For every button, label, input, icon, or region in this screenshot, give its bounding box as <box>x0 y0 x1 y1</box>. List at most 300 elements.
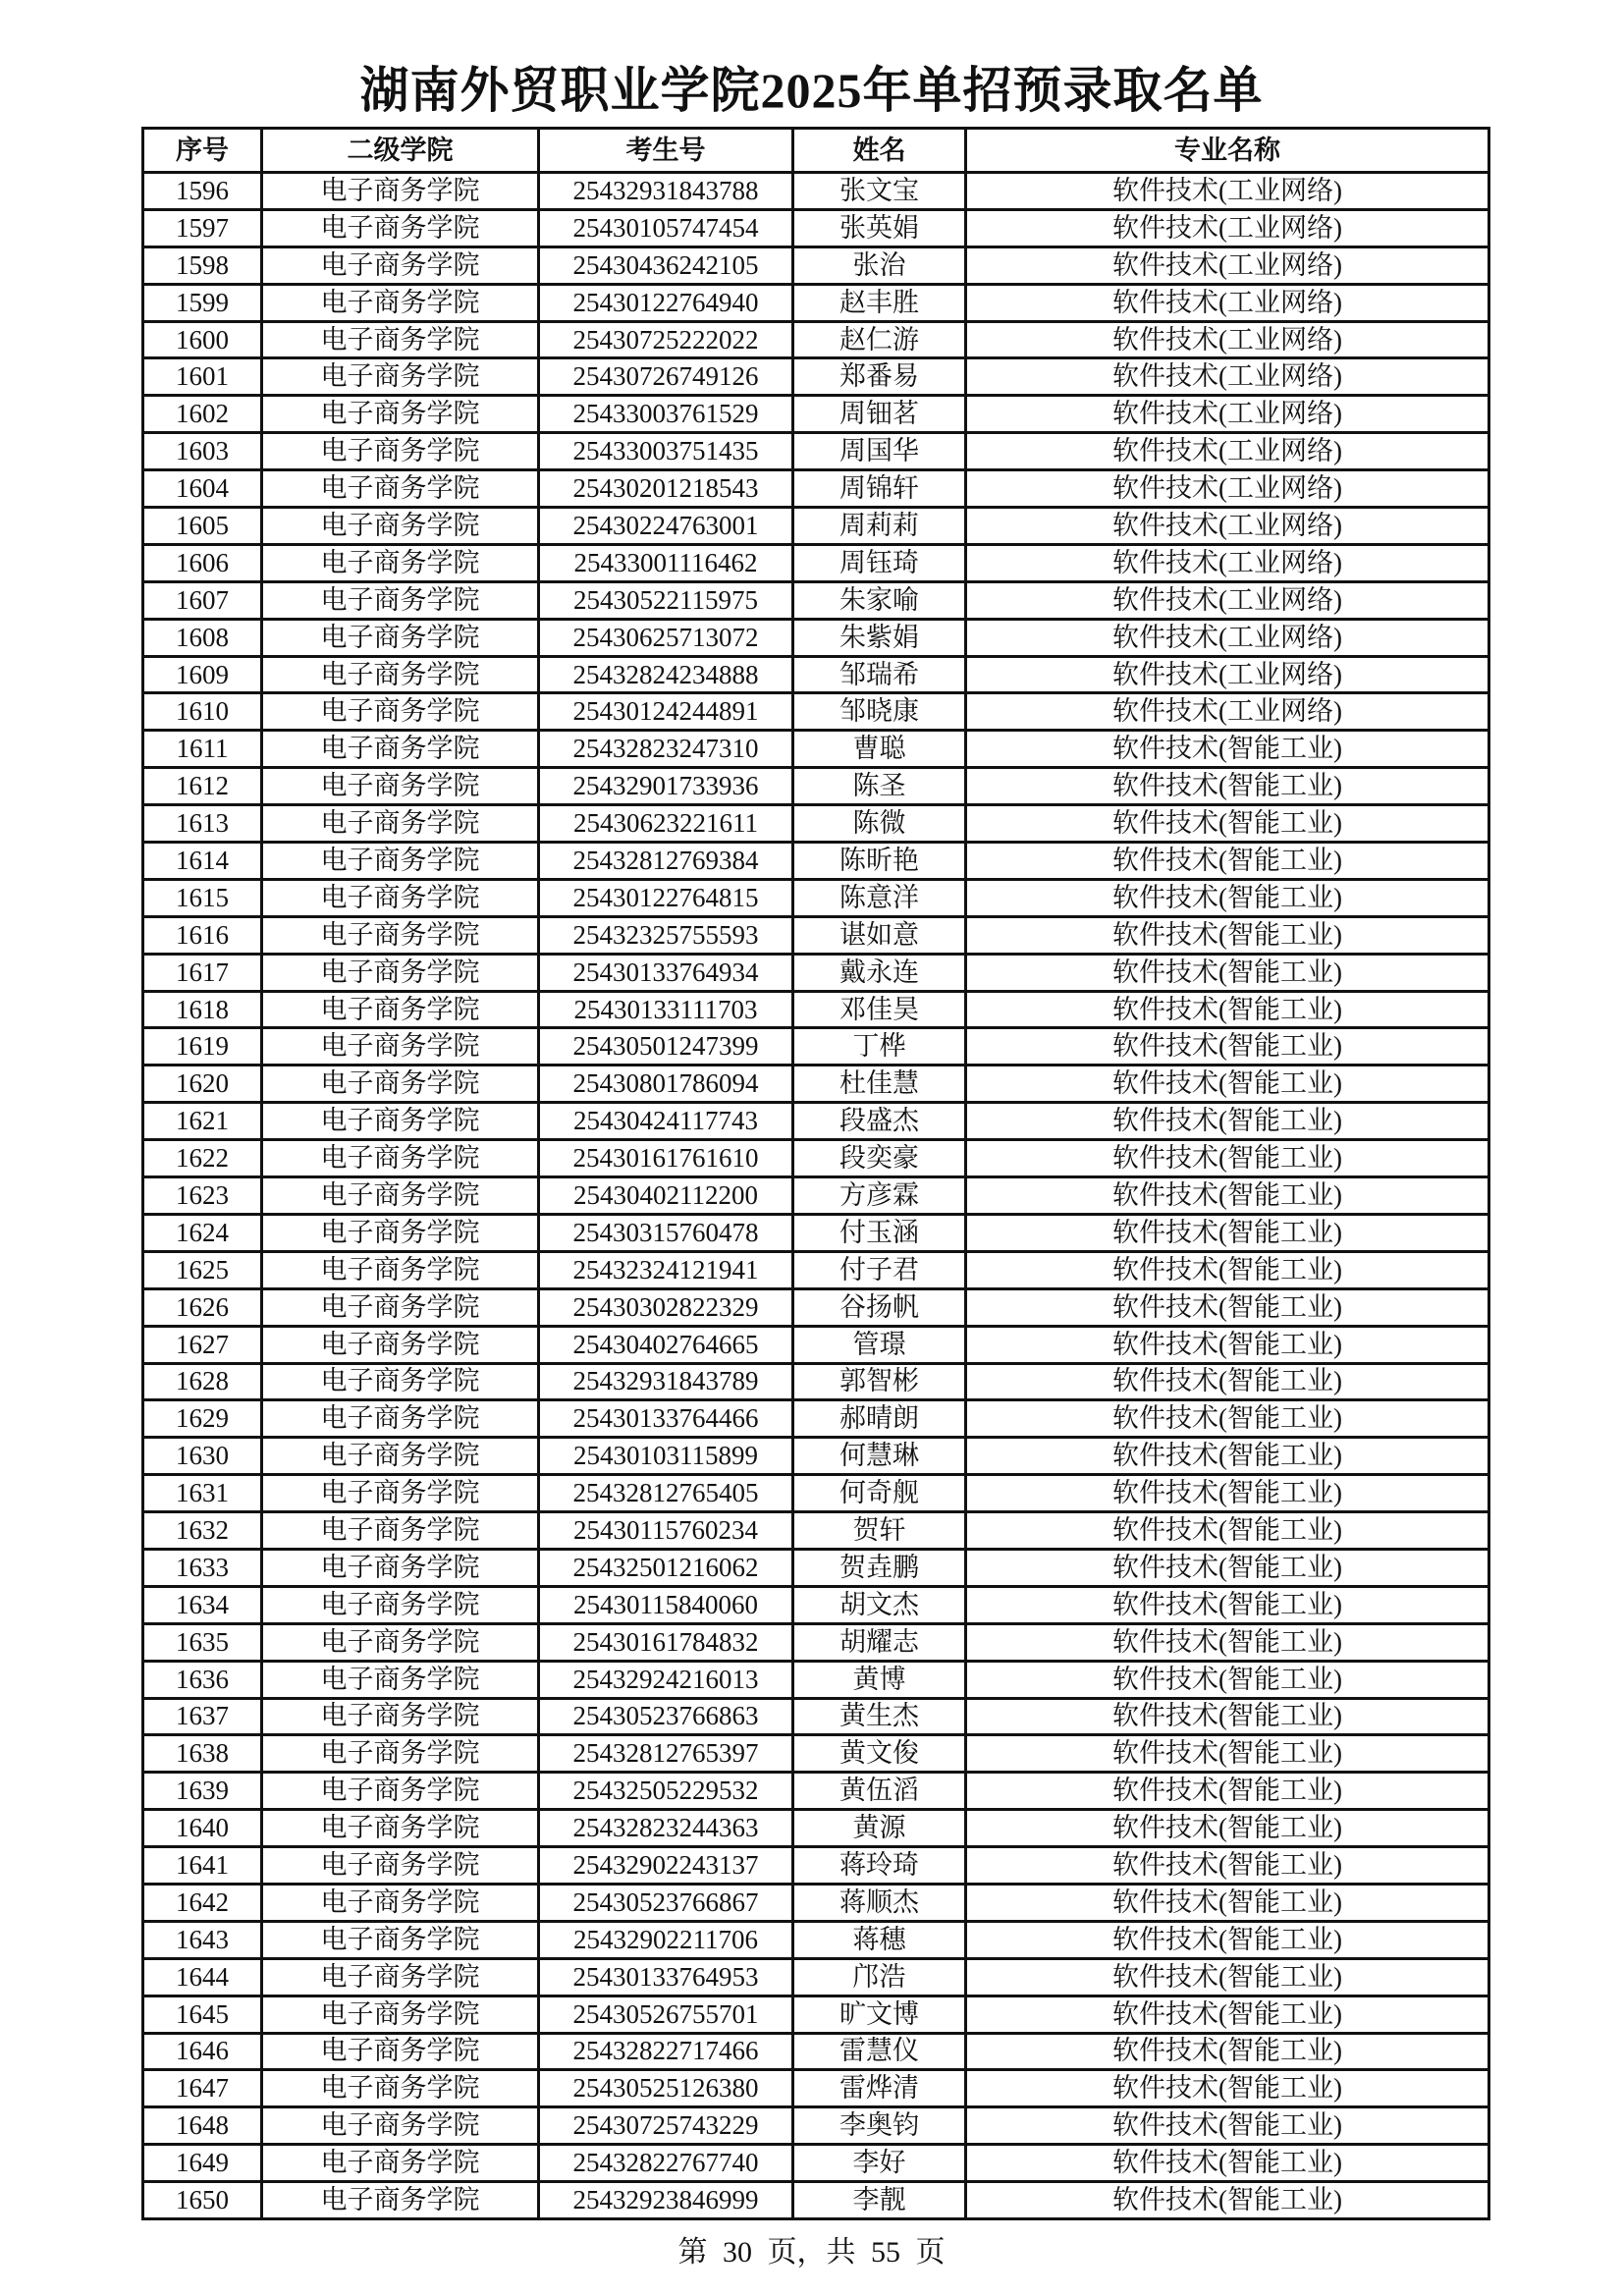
cell-name: 胡文杰 <box>793 1586 966 1623</box>
cell-name: 杜佳慧 <box>793 1066 966 1103</box>
cell-name: 张文宝 <box>793 173 966 210</box>
table-row <box>143 1028 1489 1066</box>
document-title: 湖南外贸职业学院2025年单招预录取名单 <box>359 63 1264 118</box>
cell-major: 软件技术(智能工业) <box>966 1475 1489 1512</box>
table-row <box>143 693 1489 731</box>
table-row <box>143 1251 1489 1288</box>
cell-name: 赵丰胜 <box>793 284 966 321</box>
cell-major: 软件技术(智能工业) <box>966 1810 1489 1847</box>
cell-major: 软件技术(智能工业) <box>966 1549 1489 1586</box>
cell-seq: 1599 <box>143 284 262 321</box>
page-footer: 第 30 页，共 55 页 <box>677 2236 946 2269</box>
cell-exam-id: 25432902243137 <box>539 1847 793 1885</box>
admission-table <box>141 127 1490 2220</box>
table-row <box>143 321 1489 358</box>
cell-college: 电子商务学院 <box>262 1847 539 1885</box>
cell-seq: 1602 <box>143 396 262 433</box>
cell-college: 电子商务学院 <box>262 1326 539 1363</box>
cell-seq: 1641 <box>143 1847 262 1885</box>
table-row <box>143 1661 1489 1698</box>
cell-name: 段盛杰 <box>793 1103 966 1140</box>
cell-name: 黄生杰 <box>793 1698 966 1735</box>
cell-seq: 1638 <box>143 1735 262 1773</box>
cell-name: 管璟 <box>793 1326 966 1363</box>
cell-name: 贺垚鹏 <box>793 1549 966 1586</box>
cell-major: 软件技术(智能工业) <box>966 2107 1489 2145</box>
cell-college: 电子商务学院 <box>262 2145 539 2182</box>
cell-college: 电子商务学院 <box>262 433 539 470</box>
table-row <box>143 1810 1489 1847</box>
table-row <box>143 209 1489 246</box>
cell-major: 软件技术(智能工业) <box>966 879 1489 916</box>
cell-major: 软件技术(智能工业) <box>966 2182 1489 2219</box>
cell-exam-id: 25432931843788 <box>539 173 793 210</box>
cell-college: 电子商务学院 <box>262 1512 539 1550</box>
cell-exam-id: 25432812765397 <box>539 1735 793 1773</box>
cell-college: 电子商务学院 <box>262 1698 539 1735</box>
cell-name: 黄伍滔 <box>793 1773 966 1810</box>
header-exam-id: 考生号 <box>539 129 793 173</box>
cell-major: 软件技术(工业网络) <box>966 508 1489 545</box>
table-row <box>143 954 1489 991</box>
table-row <box>143 1066 1489 1103</box>
cell-name: 旷文博 <box>793 1995 966 2033</box>
cell-college: 电子商务学院 <box>262 656 539 693</box>
cell-exam-id: 25430402112200 <box>539 1177 793 1215</box>
cell-college: 电子商务学院 <box>262 1251 539 1288</box>
table-row <box>143 470 1489 508</box>
table-row <box>143 1400 1489 1438</box>
cell-college: 电子商务学院 <box>262 321 539 358</box>
cell-name: 邹晓康 <box>793 693 966 731</box>
cell-college: 电子商务学院 <box>262 954 539 991</box>
cell-major: 软件技术(智能工业) <box>966 731 1489 768</box>
cell-college: 电子商务学院 <box>262 768 539 805</box>
table-row <box>143 1698 1489 1735</box>
cell-college: 电子商务学院 <box>262 544 539 581</box>
cell-major: 软件技术(智能工业) <box>966 1512 1489 1550</box>
cell-major: 软件技术(工业网络) <box>966 246 1489 284</box>
table-row <box>143 1623 1489 1661</box>
cell-college: 电子商务学院 <box>262 358 539 396</box>
cell-major: 软件技术(工业网络) <box>966 656 1489 693</box>
cell-exam-id: 25430436242105 <box>539 246 793 284</box>
table-row <box>143 1512 1489 1550</box>
cell-major: 软件技术(智能工业) <box>966 1177 1489 1215</box>
cell-seq: 1597 <box>143 209 262 246</box>
table-row <box>143 358 1489 396</box>
cell-seq: 1611 <box>143 731 262 768</box>
cell-college: 电子商务学院 <box>262 1140 539 1177</box>
cell-seq: 1607 <box>143 581 262 619</box>
cell-seq: 1606 <box>143 544 262 581</box>
cell-major: 软件技术(工业网络) <box>966 396 1489 433</box>
cell-seq: 1617 <box>143 954 262 991</box>
cell-college: 电子商务学院 <box>262 508 539 545</box>
cell-exam-id: 25430402764665 <box>539 1326 793 1363</box>
cell-name: 周锦轩 <box>793 470 966 508</box>
header-seq: 序号 <box>143 129 262 173</box>
cell-name: 陈微 <box>793 805 966 843</box>
cell-major: 软件技术(工业网络) <box>966 358 1489 396</box>
cell-name: 周国华 <box>793 433 966 470</box>
cell-name: 黄文俊 <box>793 1735 966 1773</box>
header-major: 专业名称 <box>966 129 1489 173</box>
cell-major: 软件技术(智能工业) <box>966 1661 1489 1698</box>
table-row <box>143 433 1489 470</box>
cell-college: 电子商务学院 <box>262 916 539 954</box>
cell-name: 李奥钧 <box>793 2107 966 2145</box>
cell-seq: 1636 <box>143 1661 262 1698</box>
cell-college: 电子商务学院 <box>262 1288 539 1326</box>
cell-seq: 1639 <box>143 1773 262 1810</box>
cell-major: 软件技术(智能工业) <box>966 1103 1489 1140</box>
cell-college: 电子商务学院 <box>262 246 539 284</box>
cell-exam-id: 25432822717466 <box>539 2033 793 2070</box>
cell-seq: 1632 <box>143 1512 262 1550</box>
cell-name: 丁桦 <box>793 1028 966 1066</box>
cell-major: 软件技术(工业网络) <box>966 284 1489 321</box>
cell-seq: 1619 <box>143 1028 262 1066</box>
cell-major: 软件技术(智能工业) <box>966 1735 1489 1773</box>
cell-college: 电子商务学院 <box>262 470 539 508</box>
cell-college: 电子商务学院 <box>262 2070 539 2107</box>
cell-major: 软件技术(智能工业) <box>966 1884 1489 1921</box>
cell-college: 电子商务学院 <box>262 1623 539 1661</box>
cell-name: 郑番易 <box>793 358 966 396</box>
cell-major: 软件技术(智能工业) <box>966 991 1489 1028</box>
cell-name: 邓佳昊 <box>793 991 966 1028</box>
cell-major: 软件技术(工业网络) <box>966 693 1489 731</box>
cell-exam-id: 25430115760234 <box>539 1512 793 1550</box>
table-row <box>143 731 1489 768</box>
cell-major: 软件技术(智能工业) <box>966 1028 1489 1066</box>
cell-exam-id: 25430522115975 <box>539 581 793 619</box>
cell-college: 电子商务学院 <box>262 2182 539 2219</box>
cell-exam-id: 25432812769384 <box>539 843 793 880</box>
table-row <box>143 2033 1489 2070</box>
cell-name: 赵仁游 <box>793 321 966 358</box>
cell-major: 软件技术(智能工业) <box>966 1438 1489 1475</box>
cell-seq: 1605 <box>143 508 262 545</box>
cell-name: 邹瑞希 <box>793 656 966 693</box>
cell-college: 电子商务学院 <box>262 843 539 880</box>
table-row <box>143 2070 1489 2107</box>
cell-exam-id: 25432823247310 <box>539 731 793 768</box>
cell-name: 何慧琳 <box>793 1438 966 1475</box>
cell-college: 电子商务学院 <box>262 879 539 916</box>
cell-college: 电子商务学院 <box>262 1363 539 1400</box>
cell-name: 贺轩 <box>793 1512 966 1550</box>
table-row <box>143 1921 1489 1958</box>
cell-major: 软件技术(智能工业) <box>966 1288 1489 1326</box>
cell-seq: 1637 <box>143 1698 262 1735</box>
cell-major: 软件技术(智能工业) <box>966 1958 1489 1995</box>
cell-seq: 1618 <box>143 991 262 1028</box>
cell-seq: 1609 <box>143 656 262 693</box>
cell-seq: 1649 <box>143 2145 262 2182</box>
table-row <box>143 1438 1489 1475</box>
cell-name: 邝浩 <box>793 1958 966 1995</box>
cell-college: 电子商务学院 <box>262 581 539 619</box>
cell-exam-id: 25432924216013 <box>539 1661 793 1698</box>
cell-college: 电子商务学院 <box>262 693 539 731</box>
cell-college: 电子商务学院 <box>262 1773 539 1810</box>
cell-college: 电子商务学院 <box>262 991 539 1028</box>
cell-college: 电子商务学院 <box>262 1661 539 1698</box>
cell-exam-id: 25430161784832 <box>539 1623 793 1661</box>
cell-seq: 1646 <box>143 2033 262 2070</box>
cell-seq: 1613 <box>143 805 262 843</box>
cell-college: 电子商务学院 <box>262 1177 539 1215</box>
cell-name: 戴永连 <box>793 954 966 991</box>
cell-major: 软件技术(智能工业) <box>966 2070 1489 2107</box>
cell-college: 电子商务学院 <box>262 1214 539 1251</box>
table-row <box>143 544 1489 581</box>
cell-exam-id: 25430122764815 <box>539 879 793 916</box>
table-row <box>143 1475 1489 1512</box>
cell-seq: 1634 <box>143 1586 262 1623</box>
cell-exam-id: 25433003751435 <box>539 433 793 470</box>
table-body <box>143 173 1489 2219</box>
table-row <box>143 508 1489 545</box>
cell-seq: 1601 <box>143 358 262 396</box>
table-row <box>143 1995 1489 2033</box>
table-row <box>143 1326 1489 1363</box>
cell-exam-id: 25430625713072 <box>539 619 793 656</box>
cell-exam-id: 25430424117743 <box>539 1103 793 1140</box>
cell-exam-id: 25430725743229 <box>539 2107 793 2145</box>
cell-major: 软件技术(智能工业) <box>966 1214 1489 1251</box>
cell-exam-id: 25430103115899 <box>539 1438 793 1475</box>
table-row <box>143 2182 1489 2219</box>
cell-seq: 1630 <box>143 1438 262 1475</box>
cell-college: 电子商务学院 <box>262 1921 539 1958</box>
cell-major: 软件技术(智能工业) <box>966 1400 1489 1438</box>
cell-seq: 1648 <box>143 2107 262 2145</box>
cell-exam-id: 25432325755593 <box>539 916 793 954</box>
table-row <box>143 1549 1489 1586</box>
table-row <box>143 916 1489 954</box>
cell-exam-id: 25432812765405 <box>539 1475 793 1512</box>
cell-name: 方彦霖 <box>793 1177 966 1215</box>
cell-major: 软件技术(智能工业) <box>966 2033 1489 2070</box>
cell-college: 电子商务学院 <box>262 2033 539 2070</box>
cell-major: 软件技术(智能工业) <box>966 843 1489 880</box>
cell-exam-id: 25430224763001 <box>539 508 793 545</box>
cell-name: 蒋顺杰 <box>793 1884 966 1921</box>
cell-name: 朱家喻 <box>793 581 966 619</box>
table-row <box>143 173 1489 210</box>
table-row <box>143 1103 1489 1140</box>
cell-seq: 1615 <box>143 879 262 916</box>
cell-seq: 1650 <box>143 2182 262 2219</box>
cell-name: 黄源 <box>793 1810 966 1847</box>
table-row <box>143 1214 1489 1251</box>
cell-seq: 1623 <box>143 1177 262 1215</box>
cell-exam-id: 25430122764940 <box>539 284 793 321</box>
cell-exam-id: 25432324121941 <box>539 1251 793 1288</box>
table-row <box>143 284 1489 321</box>
cell-seq: 1629 <box>143 1400 262 1438</box>
cell-college: 电子商务学院 <box>262 1810 539 1847</box>
cell-college: 电子商务学院 <box>262 209 539 246</box>
table-row <box>143 246 1489 284</box>
cell-name: 陈圣 <box>793 768 966 805</box>
cell-college: 电子商务学院 <box>262 619 539 656</box>
cell-exam-id: 25432931843789 <box>539 1363 793 1400</box>
cell-exam-id: 25430801786094 <box>539 1066 793 1103</box>
cell-exam-id: 25432501216062 <box>539 1549 793 1586</box>
cell-name: 周莉莉 <box>793 508 966 545</box>
table-row <box>143 581 1489 619</box>
cell-major: 软件技术(智能工业) <box>966 1140 1489 1177</box>
cell-major: 软件技术(工业网络) <box>966 581 1489 619</box>
cell-name: 黄博 <box>793 1661 966 1698</box>
table-row <box>143 1773 1489 1810</box>
cell-seq: 1633 <box>143 1549 262 1586</box>
cell-exam-id: 25430525126380 <box>539 2070 793 2107</box>
cell-major: 软件技术(智能工业) <box>966 1326 1489 1363</box>
cell-seq: 1635 <box>143 1623 262 1661</box>
cell-exam-id: 25430124244891 <box>539 693 793 731</box>
header-college: 二级学院 <box>262 129 539 173</box>
cell-major: 软件技术(工业网络) <box>966 470 1489 508</box>
cell-exam-id: 25430115840060 <box>539 1586 793 1623</box>
cell-name: 陈昕艳 <box>793 843 966 880</box>
cell-name: 郭智彬 <box>793 1363 966 1400</box>
cell-exam-id: 25430623221611 <box>539 805 793 843</box>
cell-major: 软件技术(智能工业) <box>966 1847 1489 1885</box>
table-header-row <box>143 129 1489 173</box>
cell-major: 软件技术(智能工业) <box>966 1251 1489 1288</box>
table-row <box>143 1288 1489 1326</box>
cell-exam-id: 25432824234888 <box>539 656 793 693</box>
cell-name: 雷烨清 <box>793 2070 966 2107</box>
cell-major: 软件技术(智能工业) <box>966 1995 1489 2033</box>
cell-seq: 1621 <box>143 1103 262 1140</box>
header-name: 姓名 <box>793 129 966 173</box>
cell-college: 电子商务学院 <box>262 1586 539 1623</box>
cell-major: 软件技术(工业网络) <box>966 173 1489 210</box>
table-row <box>143 879 1489 916</box>
cell-seq: 1603 <box>143 433 262 470</box>
cell-seq: 1610 <box>143 693 262 731</box>
cell-seq: 1600 <box>143 321 262 358</box>
table-row <box>143 1847 1489 1885</box>
cell-name: 周钰琦 <box>793 544 966 581</box>
cell-seq: 1620 <box>143 1066 262 1103</box>
cell-exam-id: 25430302822329 <box>539 1288 793 1326</box>
cell-major: 软件技术(智能工业) <box>966 1773 1489 1810</box>
cell-major: 软件技术(工业网络) <box>966 619 1489 656</box>
table-row <box>143 1363 1489 1400</box>
cell-name: 李靓 <box>793 2182 966 2219</box>
cell-name: 曹聪 <box>793 731 966 768</box>
cell-seq: 1645 <box>143 1995 262 2033</box>
cell-name: 段奕豪 <box>793 1140 966 1177</box>
table-row <box>143 768 1489 805</box>
cell-exam-id: 25430133764466 <box>539 1400 793 1438</box>
cell-exam-id: 25430526755701 <box>539 1995 793 2033</box>
cell-major: 软件技术(智能工业) <box>966 1363 1489 1400</box>
cell-college: 电子商务学院 <box>262 1995 539 2033</box>
cell-seq: 1612 <box>143 768 262 805</box>
cell-college: 电子商务学院 <box>262 284 539 321</box>
cell-seq: 1624 <box>143 1214 262 1251</box>
cell-exam-id: 25430133764934 <box>539 954 793 991</box>
cell-college: 电子商务学院 <box>262 396 539 433</box>
table-row <box>143 1735 1489 1773</box>
cell-college: 电子商务学院 <box>262 2107 539 2145</box>
cell-seq: 1626 <box>143 1288 262 1326</box>
cell-college: 电子商务学院 <box>262 805 539 843</box>
cell-exam-id: 25430133764953 <box>539 1958 793 1995</box>
cell-name: 蒋穗 <box>793 1921 966 1958</box>
table-row <box>143 2145 1489 2182</box>
table-row <box>143 991 1489 1028</box>
cell-major: 软件技术(智能工业) <box>966 1066 1489 1103</box>
cell-seq: 1604 <box>143 470 262 508</box>
cell-name: 谷扬帆 <box>793 1288 966 1326</box>
cell-seq: 1631 <box>143 1475 262 1512</box>
cell-name: 张英娟 <box>793 209 966 246</box>
cell-college: 电子商务学院 <box>262 1438 539 1475</box>
cell-seq: 1608 <box>143 619 262 656</box>
cell-exam-id: 25433003761529 <box>539 396 793 433</box>
cell-college: 电子商务学院 <box>262 731 539 768</box>
cell-seq: 1628 <box>143 1363 262 1400</box>
cell-name: 朱紫娟 <box>793 619 966 656</box>
cell-exam-id: 25430105747454 <box>539 209 793 246</box>
cell-college: 电子商务学院 <box>262 1103 539 1140</box>
cell-name: 雷慧仪 <box>793 2033 966 2070</box>
cell-exam-id: 25432505229532 <box>539 1773 793 1810</box>
cell-exam-id: 25430133111703 <box>539 991 793 1028</box>
table-row <box>143 2107 1489 2145</box>
cell-name: 郝晴朗 <box>793 1400 966 1438</box>
cell-name: 谌如意 <box>793 916 966 954</box>
cell-name: 周钿茗 <box>793 396 966 433</box>
cell-major: 软件技术(工业网络) <box>966 321 1489 358</box>
cell-major: 软件技术(智能工业) <box>966 1698 1489 1735</box>
cell-name: 李好 <box>793 2145 966 2182</box>
cell-seq: 1598 <box>143 246 262 284</box>
table-row <box>143 656 1489 693</box>
cell-name: 何奇舰 <box>793 1475 966 1512</box>
cell-college: 电子商务学院 <box>262 1475 539 1512</box>
cell-name: 胡耀志 <box>793 1623 966 1661</box>
cell-exam-id: 25432822767740 <box>539 2145 793 2182</box>
cell-exam-id: 25430523766863 <box>539 1698 793 1735</box>
table-row <box>143 843 1489 880</box>
table-row <box>143 1586 1489 1623</box>
cell-exam-id: 25432823244363 <box>539 1810 793 1847</box>
cell-major: 软件技术(智能工业) <box>966 1921 1489 1958</box>
cell-name: 张治 <box>793 246 966 284</box>
cell-seq: 1616 <box>143 916 262 954</box>
cell-college: 电子商务学院 <box>262 1400 539 1438</box>
cell-seq: 1643 <box>143 1921 262 1958</box>
cell-exam-id: 25430315760478 <box>539 1214 793 1251</box>
cell-exam-id: 25430201218543 <box>539 470 793 508</box>
cell-seq: 1644 <box>143 1958 262 1995</box>
cell-college: 电子商务学院 <box>262 1549 539 1586</box>
table-row <box>143 396 1489 433</box>
cell-exam-id: 25430523766867 <box>539 1884 793 1921</box>
cell-exam-id: 25430161761610 <box>539 1140 793 1177</box>
cell-college: 电子商务学院 <box>262 1958 539 1995</box>
